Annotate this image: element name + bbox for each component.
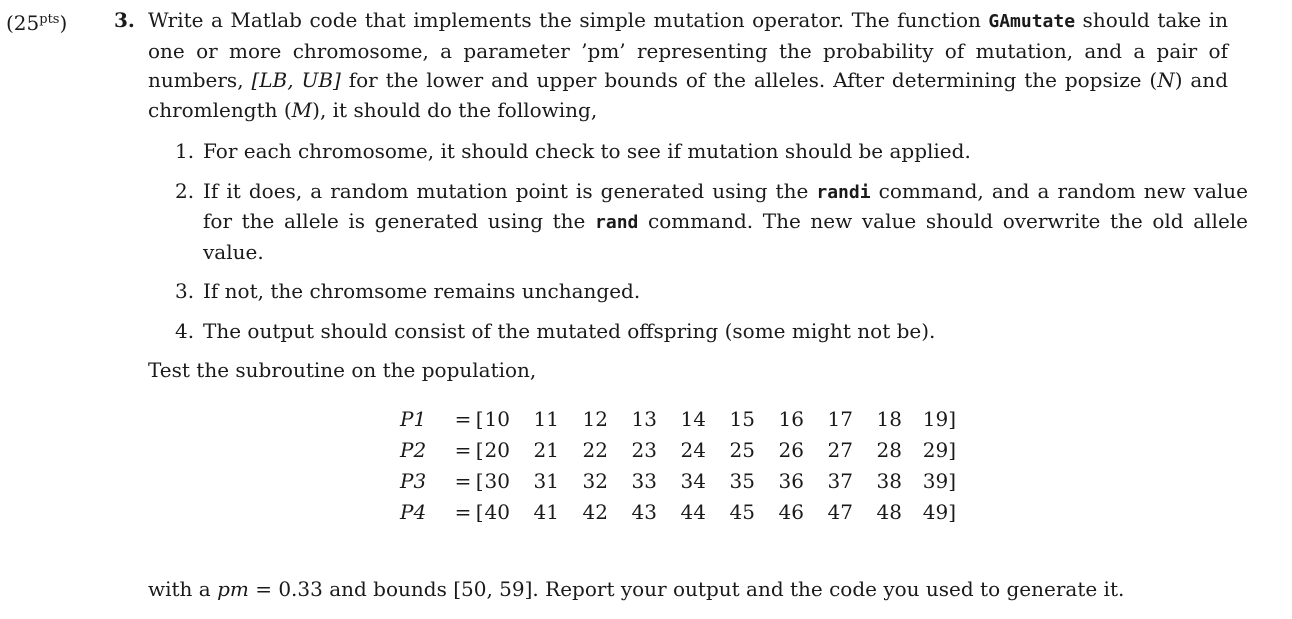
list-item: 3. If not, the chromsome remains unchanged. (175, 279, 641, 303)
row-value: 19] (922, 407, 956, 431)
row-value: [10 (475, 407, 510, 431)
row-value: 16 (778, 407, 804, 431)
question-number: 3. (114, 8, 135, 32)
list-item: 1. For each chromosome, it should check to see if mutation should be applied. (175, 139, 971, 163)
row-value: 45 (729, 500, 755, 524)
row-value: 43 (631, 500, 657, 524)
points-unit: pts (39, 12, 60, 27)
row-value: 12 (582, 407, 608, 431)
row-label: P4 (400, 500, 427, 524)
points-label: $(25^{pts})$ (6, 11, 68, 35)
list-item: 4. The output should consist of the mutated offspring (some might not be). (175, 318, 936, 343)
question-body (148, 6, 1249, 386)
row-value: 27 (827, 438, 853, 462)
rand-code: rand (595, 212, 639, 233)
row-value: 38 (876, 469, 902, 493)
row-value: 34 (680, 469, 706, 493)
row-value: 14 (680, 407, 706, 431)
row-value: 42 (582, 500, 608, 524)
row-value: 37 (827, 469, 853, 493)
bounds-symbol: [LB, UB] (251, 68, 341, 92)
row-value: 23 (631, 438, 657, 462)
row-value: 29] (922, 438, 956, 462)
row-value: 26 (778, 438, 804, 462)
row-label: P1 (400, 407, 427, 431)
row-value: 39] (922, 469, 956, 493)
final-instruction: with a pm = 0.33 and bounds [50, 59]. Report your output and the code you used to generate it. (148, 577, 1125, 601)
row-value: 35 (729, 469, 755, 493)
n-symbol: N (1157, 68, 1175, 92)
row-value: [40 (475, 500, 510, 524)
population-row (400, 497, 956, 528)
population-row (400, 435, 956, 466)
row-value: 22 (582, 438, 608, 462)
equals-sign: = (454, 438, 472, 462)
row-value: 21 (533, 438, 559, 462)
equals-sign: = (454, 469, 472, 493)
row-value: 32 (582, 469, 608, 493)
randi-code: randi (816, 181, 871, 203)
row-value: 28 (876, 438, 902, 462)
steps-list (148, 137, 1249, 346)
row-value: [30 (475, 469, 510, 493)
row-label: P2 (400, 438, 427, 462)
row-value: 17 (827, 407, 853, 431)
row-value: 36 (778, 469, 804, 493)
row-value: 24 (680, 438, 706, 462)
m-symbol: M (291, 97, 313, 122)
row-value: 18 (876, 407, 902, 431)
population-matrix (400, 404, 956, 528)
row-value: 41 (533, 500, 559, 524)
function-name: GAmutate (988, 11, 1076, 32)
equals-sign: = (454, 500, 472, 524)
row-value: [20 (475, 438, 510, 462)
row-value: 44 (680, 500, 706, 524)
row-value: 46 (778, 500, 804, 524)
pm-symbol: pm (217, 577, 249, 601)
row-value: 49] (922, 500, 956, 524)
equals-sign: = (454, 407, 472, 431)
population-row (400, 466, 956, 497)
row-value: 15 (729, 407, 755, 431)
row-value: 11 (533, 407, 559, 431)
population-row (400, 404, 956, 435)
test-line: Test the subroutine on the population, (148, 358, 537, 382)
row-value: 48 (876, 500, 902, 524)
row-value: 31 (533, 469, 559, 493)
row-label: P3 (400, 469, 427, 493)
row-value: 25 (729, 438, 755, 462)
row-value: 47 (827, 500, 853, 524)
row-value: 33 (631, 469, 657, 493)
list-item: 2. If it does, a random mutation point is generated using the randi command, and a random new value for the allele is generated using the rand command. The new value should overwrite the old allele value. (175, 178, 1249, 264)
question-intro: Write a Matlab code that implements the simple mutation operator. The function GAmutate should take in one or more chromosome, a parameter ’pm’ representing the probability of mutation, and a pair of numbers, [LB, UB] for the lower and upper bounds of the alleles. After determining the popsize (N) and chromlength (M), it should do the following, (148, 8, 1229, 122)
row-value: 13 (631, 407, 657, 431)
